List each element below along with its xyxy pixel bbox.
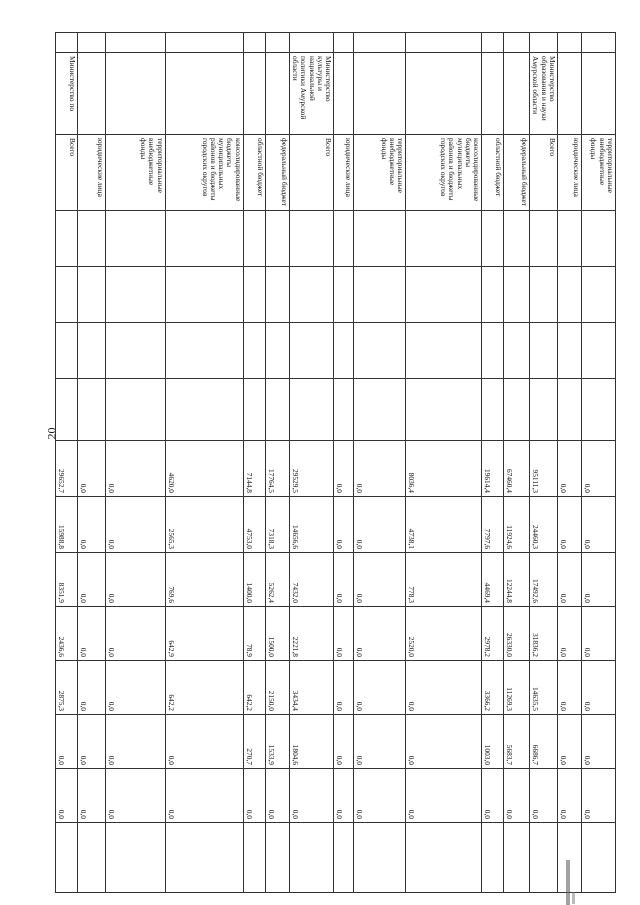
empty-cell [289, 823, 333, 893]
funding-source-cell: федеральный бюджет [265, 135, 289, 211]
funding-source-cell: Всего [55, 135, 77, 211]
funding-source-cell: областной бюджет [482, 135, 504, 211]
table-row [482, 33, 504, 893]
empty-cell [558, 267, 582, 323]
year-value-cell: 0,0 [354, 769, 406, 823]
year-value-cell: 0,0 [406, 769, 482, 823]
empty-cell [558, 211, 582, 267]
empty-cell [334, 323, 354, 379]
empty-cell [77, 323, 105, 379]
year-value-cell: 0,0 [582, 661, 616, 715]
empty-cell [582, 267, 616, 323]
empty-cell [406, 379, 482, 441]
year-value-cell: 0,0 [558, 553, 582, 607]
year-value-cell: 0,0 [354, 607, 406, 661]
empty-cell [582, 323, 616, 379]
table-row [558, 33, 582, 893]
year-value-cell: 6686,7 [530, 715, 558, 769]
agency-cell: Министерство культуры и национальной политики Амурской области [289, 53, 333, 135]
year-value-cell: 0,0 [77, 715, 105, 769]
scan-edge-mark-small [572, 892, 575, 904]
row-index-cell [77, 33, 105, 53]
year-value-cell: 0,0 [558, 661, 582, 715]
empty-cell [165, 267, 243, 323]
empty-cell [165, 211, 243, 267]
total-value-cell: 95111,3 [530, 441, 558, 497]
empty-cell [482, 267, 504, 323]
year-value-cell: 14635,5 [530, 661, 558, 715]
year-value-cell: 778,3 [406, 553, 482, 607]
table-row [243, 33, 265, 893]
empty-cell [334, 379, 354, 441]
empty-cell [265, 823, 289, 893]
empty-cell [77, 823, 105, 893]
year-value-cell: 2978,2 [482, 607, 504, 661]
empty-cell [354, 379, 406, 441]
year-value-cell: 0,0 [265, 769, 289, 823]
empty-cell [482, 211, 504, 267]
agency-cell [406, 53, 482, 135]
row-index-cell [334, 33, 354, 53]
year-value-cell: 0,0 [105, 497, 165, 553]
empty-cell [165, 379, 243, 441]
year-value-cell: 0,0 [105, 769, 165, 823]
year-value-cell: 0,0 [334, 769, 354, 823]
year-value-cell: 26330,0 [504, 607, 530, 661]
year-value-cell: 0,0 [105, 607, 165, 661]
empty-cell [530, 267, 558, 323]
row-index-cell [406, 33, 482, 53]
empty-cell [354, 267, 406, 323]
agency-cell [265, 53, 289, 135]
funding-source-cell: юридические лица [558, 135, 582, 211]
empty-cell [105, 267, 165, 323]
row-index-cell [354, 33, 406, 53]
agency-cell [582, 53, 616, 135]
table-row [354, 33, 406, 893]
year-value-cell: 642,2 [165, 661, 243, 715]
year-value-cell: 0,0 [105, 715, 165, 769]
year-value-cell: 0,0 [77, 661, 105, 715]
row-index-cell [582, 33, 616, 53]
agency-cell: Министерство образования и науки Амурской области [530, 53, 558, 135]
year-value-cell: 0,0 [582, 715, 616, 769]
table-row [55, 33, 77, 893]
year-value-cell: 0,0 [406, 661, 482, 715]
year-value-cell: 0,0 [334, 497, 354, 553]
year-value-cell: 0,0 [354, 715, 406, 769]
table-row [334, 33, 354, 893]
year-value-cell: 11924,6 [504, 497, 530, 553]
funding-source-cell: территориальные внебюджетные фонды [105, 135, 165, 211]
budget-table-body [55, 33, 615, 893]
empty-cell [558, 379, 582, 441]
agency-cell [165, 53, 243, 135]
empty-cell [582, 211, 616, 267]
year-value-cell: 15988,8 [55, 497, 77, 553]
empty-cell [504, 323, 530, 379]
year-value-cell: 2221,8 [289, 607, 333, 661]
table-row [105, 33, 165, 893]
year-value-cell: 5262,4 [265, 553, 289, 607]
agency-cell [105, 53, 165, 135]
empty-cell [582, 379, 616, 441]
empty-cell [530, 823, 558, 893]
year-value-cell: 0,0 [504, 769, 530, 823]
empty-cell [77, 379, 105, 441]
row-index-cell [265, 33, 289, 53]
table-row [530, 33, 558, 893]
empty-cell [243, 379, 265, 441]
agency-cell [243, 53, 265, 135]
empty-cell [530, 211, 558, 267]
empty-cell [354, 211, 406, 267]
row-index-cell [482, 33, 504, 53]
year-value-cell: 11269,3 [504, 661, 530, 715]
year-value-cell: 0,0 [558, 715, 582, 769]
year-value-cell: 4738,1 [406, 497, 482, 553]
year-value-cell: 7797,6 [482, 497, 504, 553]
empty-cell [482, 379, 504, 441]
total-value-cell: 17764,5 [265, 441, 289, 497]
year-value-cell: 0,0 [105, 661, 165, 715]
year-value-cell: 0,0 [354, 661, 406, 715]
empty-cell [265, 267, 289, 323]
empty-cell [77, 211, 105, 267]
empty-cell [105, 211, 165, 267]
funding-source-cell: юридические лица [77, 135, 105, 211]
funding-source-cell: консолидированные бюджеты муниципальных районов и бюджеты городских округов [165, 135, 243, 211]
table-row [77, 33, 105, 893]
empty-cell [406, 211, 482, 267]
total-value-cell: 29529,5 [289, 441, 333, 497]
funding-source-cell: территориальные внебюджетные фонды [582, 135, 616, 211]
rotated-table-wrapper [57, 32, 616, 892]
year-value-cell: 17492,6 [530, 553, 558, 607]
empty-cell [530, 323, 558, 379]
year-value-cell: 0,0 [55, 715, 77, 769]
year-value-cell: 31836,2 [530, 607, 558, 661]
empty-cell [165, 823, 243, 893]
year-value-cell: 0,0 [558, 607, 582, 661]
year-value-cell: 1003,0 [482, 715, 504, 769]
year-value-cell: 0,0 [77, 553, 105, 607]
year-value-cell: 0,0 [55, 769, 77, 823]
year-value-cell: 2520,0 [406, 607, 482, 661]
year-value-cell: 4469,4 [482, 553, 504, 607]
empty-cell [265, 379, 289, 441]
empty-cell [165, 323, 243, 379]
year-value-cell: 8351,9 [55, 553, 77, 607]
empty-cell [77, 267, 105, 323]
year-value-cell: 24460,3 [530, 497, 558, 553]
year-value-cell: 0,0 [77, 497, 105, 553]
empty-cell [504, 267, 530, 323]
empty-cell [55, 823, 77, 893]
empty-cell [406, 323, 482, 379]
empty-cell [55, 323, 77, 379]
row-index-cell [530, 33, 558, 53]
total-value-cell: 29652,7 [55, 441, 77, 497]
empty-cell [105, 379, 165, 441]
funding-source-cell: Всего [530, 135, 558, 211]
total-value-cell: 67460,4 [504, 441, 530, 497]
empty-cell [354, 823, 406, 893]
year-value-cell: 270,7 [243, 715, 265, 769]
year-value-cell: 0,0 [289, 769, 333, 823]
year-value-cell: 0,0 [482, 769, 504, 823]
row-index-cell [55, 33, 77, 53]
empty-cell [406, 823, 482, 893]
year-value-cell: 642,2 [243, 661, 265, 715]
total-value-cell: 0,0 [334, 441, 354, 497]
year-value-cell: 0,0 [334, 607, 354, 661]
row-index-cell [558, 33, 582, 53]
total-value-cell: 0,0 [77, 441, 105, 497]
agency-cell [558, 53, 582, 135]
empty-cell [582, 823, 616, 893]
agency-cell [482, 53, 504, 135]
funding-source-cell: консолидированные бюджеты муниципальных районов и бюджеты городских округов [406, 135, 482, 211]
year-value-cell: 0,0 [582, 553, 616, 607]
empty-cell [334, 211, 354, 267]
table-row [504, 33, 530, 893]
agency-cell: Министерство по [55, 53, 77, 135]
total-value-cell: 0,0 [354, 441, 406, 497]
total-value-cell: 19614,4 [482, 441, 504, 497]
year-value-cell: 0,0 [165, 769, 243, 823]
year-value-cell: 5683,7 [504, 715, 530, 769]
year-value-cell: 7318,3 [265, 497, 289, 553]
empty-cell [243, 823, 265, 893]
empty-cell [289, 267, 333, 323]
year-value-cell: 0,0 [582, 607, 616, 661]
empty-cell [504, 211, 530, 267]
year-value-cell: 3434,4 [289, 661, 333, 715]
year-value-cell: 642,9 [165, 607, 243, 661]
empty-cell [289, 211, 333, 267]
year-value-cell: 3366,2 [482, 661, 504, 715]
page-number: 20 [44, 427, 59, 440]
empty-cell [406, 267, 482, 323]
year-value-cell: 7432,0 [289, 553, 333, 607]
row-index-cell [165, 33, 243, 53]
table-row [265, 33, 289, 893]
empty-cell [530, 379, 558, 441]
year-value-cell: 14656,6 [289, 497, 333, 553]
empty-cell [482, 823, 504, 893]
empty-cell [55, 211, 77, 267]
year-value-cell: 0,0 [530, 769, 558, 823]
total-value-cell: 4620,0 [165, 441, 243, 497]
year-value-cell: 0,0 [582, 769, 616, 823]
row-index-cell [105, 33, 165, 53]
funding-source-cell: Всего [289, 135, 333, 211]
year-value-cell: 78,9 [243, 607, 265, 661]
year-value-cell: 0,0 [243, 769, 265, 823]
year-value-cell: 0,0 [582, 497, 616, 553]
year-value-cell: 0,0 [77, 769, 105, 823]
empty-cell [55, 267, 77, 323]
row-index-cell [504, 33, 530, 53]
year-value-cell: 2436,6 [55, 607, 77, 661]
empty-cell [289, 323, 333, 379]
empty-cell [482, 323, 504, 379]
year-value-cell: 1533,9 [265, 715, 289, 769]
year-value-cell: 1500,0 [265, 607, 289, 661]
scan-edge-mark [566, 860, 570, 905]
funding-source-cell: областной бюджет [243, 135, 265, 211]
empty-cell [243, 267, 265, 323]
agency-cell [504, 53, 530, 135]
empty-cell [558, 323, 582, 379]
year-value-cell: 0,0 [354, 553, 406, 607]
year-value-cell: 1804,6 [289, 715, 333, 769]
empty-cell [243, 323, 265, 379]
total-value-cell: 7144,8 [243, 441, 265, 497]
agency-cell [334, 53, 354, 135]
empty-cell [289, 379, 333, 441]
row-index-cell [243, 33, 265, 53]
empty-cell [55, 379, 77, 441]
rotated-table-page [57, 32, 616, 892]
agency-cell [354, 53, 406, 135]
year-value-cell: 0,0 [165, 715, 243, 769]
year-value-cell: 0,0 [558, 769, 582, 823]
funding-source-cell: юридические лица [334, 135, 354, 211]
year-value-cell: 0,0 [334, 553, 354, 607]
year-value-cell: 2150,0 [265, 661, 289, 715]
empty-cell [265, 323, 289, 379]
total-value-cell: 0,0 [582, 441, 616, 497]
year-value-cell: 1400,0 [243, 553, 265, 607]
total-value-cell: 0,0 [105, 441, 165, 497]
budget-table [55, 32, 616, 893]
total-value-cell: 0,0 [558, 441, 582, 497]
empty-cell [265, 211, 289, 267]
year-value-cell: 0,0 [558, 497, 582, 553]
table-row [289, 33, 333, 893]
year-value-cell: 4753,0 [243, 497, 265, 553]
funding-source-cell: федеральный бюджет [504, 135, 530, 211]
empty-cell [354, 323, 406, 379]
total-value-cell: 8036,4 [406, 441, 482, 497]
empty-cell [105, 823, 165, 893]
year-value-cell: 0,0 [105, 553, 165, 607]
funding-source-cell: территориальные внебюджетные фонды [354, 135, 406, 211]
year-value-cell: 0,0 [334, 661, 354, 715]
agency-cell [77, 53, 105, 135]
year-value-cell: 769,6 [165, 553, 243, 607]
year-value-cell: 0,0 [406, 715, 482, 769]
table-row [406, 33, 482, 893]
empty-cell [105, 323, 165, 379]
table-row [582, 33, 616, 893]
empty-cell [334, 823, 354, 893]
empty-cell [504, 379, 530, 441]
year-value-cell: 2875,3 [55, 661, 77, 715]
empty-cell [334, 267, 354, 323]
empty-cell [504, 823, 530, 893]
year-value-cell: 12244,8 [504, 553, 530, 607]
year-value-cell: 0,0 [354, 497, 406, 553]
year-value-cell: 2565,3 [165, 497, 243, 553]
year-value-cell: 0,0 [77, 607, 105, 661]
empty-cell [243, 211, 265, 267]
year-value-cell: 0,0 [334, 715, 354, 769]
row-index-cell [289, 33, 333, 53]
table-row [165, 33, 243, 893]
